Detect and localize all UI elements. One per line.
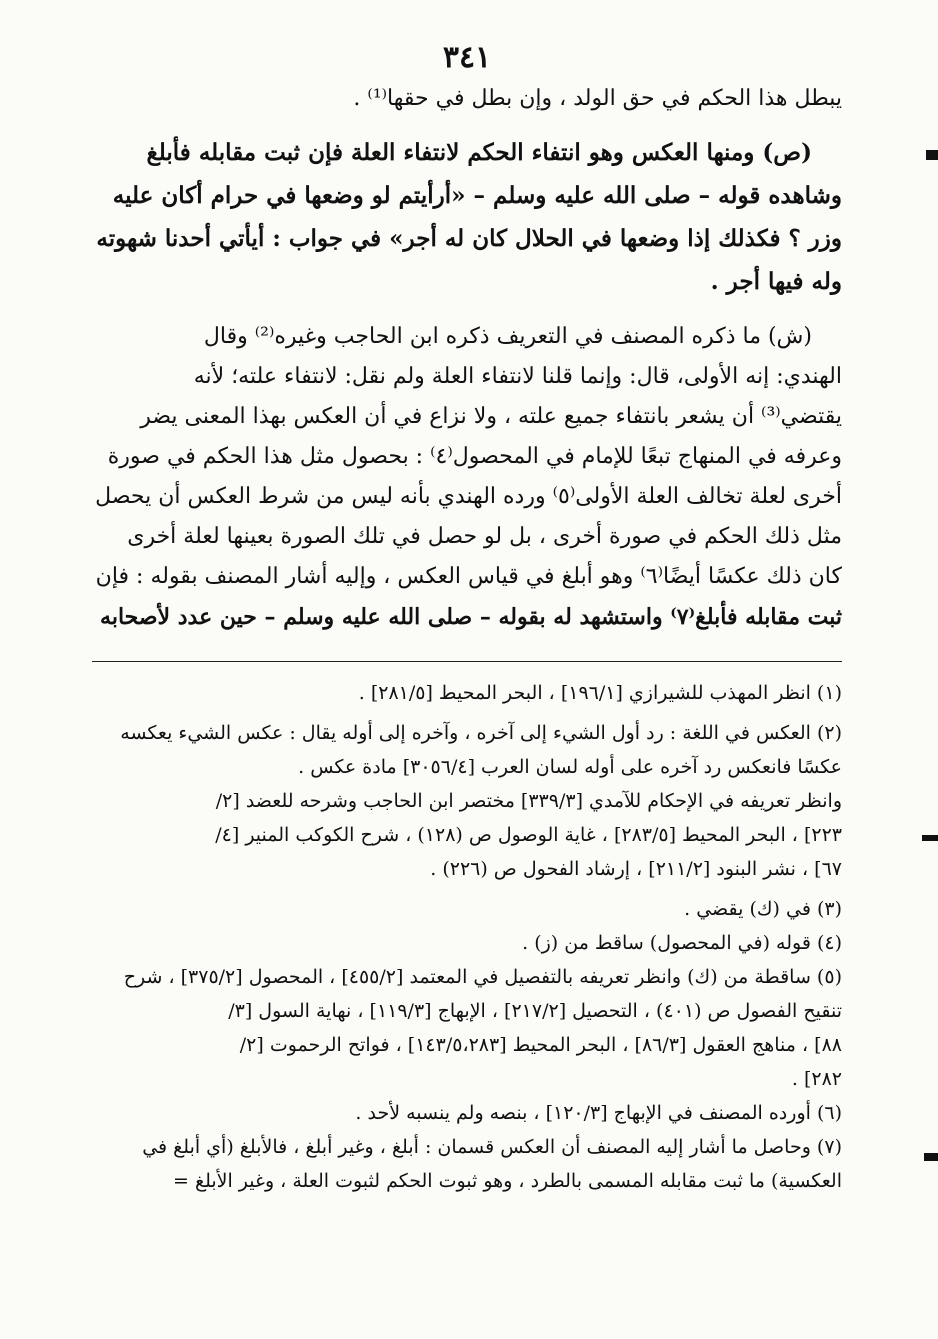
footnote-2 (92, 716, 842, 886)
text-line: يقتضي⁽³⁾ أن يشعر بانتفاء جميع علته ، ولا نزاع في أن العكس بهذا المعنى يضر (140, 404, 842, 429)
footnotes (92, 676, 842, 1198)
footnote-line: (٢) العكس في اللغة : رد أول الشيء إلى آخره ، وآخره إلى أوله يقال : عكس الشيء يعكسه (120, 722, 842, 744)
margin-mark (924, 1153, 938, 1161)
text-line: (ص) ومنها العكس وهو انتفاء الحكم لانتفاء العلة فإن ثبت مقابله فأبلغ (146, 139, 812, 166)
footnote-5 (92, 960, 842, 1096)
footnote-line: ٦٧] ، نشر البنود [٢١١/٢] ، إرشاد الفحول ص (٢٢٦) . (430, 858, 842, 880)
text-line: الهندي: إنه الأولى، قال: وإنما قلنا لانتفاء العلة ولم نقل: لانتفاء علته؛ لأنه (193, 364, 842, 389)
book-page (92, 40, 842, 1198)
footnote-line: عكسًا فانعكس رد آخره على أوله لسان العرب [٣٠٥٦/٤] مادة عكس . (298, 756, 842, 778)
footnote-line: ٢٨٢] . (791, 1068, 842, 1090)
text-line: (ش) ما ذكره المصنف في التعريف ذكره ابن الحاجب وغيره⁽²⁾ وقال (203, 324, 812, 349)
footnote-3 (92, 892, 842, 926)
footnote-line: تنقيح الفصول ص (٤٠١) ، التحصيل [٢١٧/٢] ، الإبهاج [١١٩/٣] ، نهاية السول [٣/ (228, 1000, 842, 1022)
footnote-6 (92, 1096, 842, 1130)
text-line: أخرى لعلة تخالف العلة الأولى⁽٥⁾ ورده الهندي بأنه ليس من شرط العكس أن يحصل (95, 484, 842, 509)
footnote-line: (١) انظر المهذب للشيرازي [١٩٦/١] ، البحر المحيط [٢٨١/٥] . (358, 682, 842, 704)
text-line: وله فيها أجر . (710, 268, 842, 295)
footnote-line: ٢٢٣] ، البحر المحيط [٢٨٣/٥] ، غاية الوصول ص (١٢٨) ، شرح الكوكب المنير [٤/ (215, 824, 842, 846)
footnote-line: (٣) في (ك) يقضي . (684, 898, 842, 920)
footnote-line: العكسية) ما ثبت مقابله المسمى بالطرد ، وهو ثبوت الحكم لثبوت العلة ، وغير الأبلغ = (173, 1170, 842, 1192)
text-line: وزر ؟ فكذلك إذا وضعها في الحلال كان له أجر» في جواب : أيأتي أحدنا شهوته (96, 225, 842, 252)
footnote-line: (٧) وحاصل ما أشار إليه المصنف أن العكس قسمان : أبلغ ، وغير أبلغ ، فالأبلغ (أي أبلغ في (142, 1136, 842, 1158)
footnote-4 (92, 926, 842, 960)
text-line: مثل ذلك الحكم في صورة أخرى ، بل لو حصل في تلك الصورة بعينها لعلة أخرى (127, 524, 842, 549)
text-line: ثبت مقابله فأبلغ⁽٧⁾ واستشهد له بقوله – صلى الله عليه وسلم – حين عدد لأصحابه (100, 604, 842, 630)
margin-mark (922, 835, 938, 841)
footnote-1 (92, 676, 842, 710)
text-line: وعرفه في المنهاج تبعًا للإمام في المحصول⁽٤⁾ : بحصول مثل هذا الحكم في صورة (107, 444, 842, 469)
footnote-line: (٦) أورده المصنف في الإبهاج [١٢٠/٣] ، بنصه ولم ينسبه لأحد . (355, 1102, 842, 1124)
text-line: يبطل هذا الحكم في حق الولد ، وإن بطل في حقها⁽¹⁾ . (353, 86, 842, 111)
footnote-line: (٥) ساقطة من (ك) وانظر تعريفه بالتفصيل في المعتمد [٤٥٥/٢] ، المحصول [٣٧٥/٢] ، شرح (123, 966, 842, 988)
footnote-line: (٤) قوله (في المحصول) ساقط من (ز) . (522, 932, 842, 954)
margin-mark (926, 150, 938, 160)
matn-paragraph (92, 131, 842, 303)
text-line: كان ذلك عكسًا أيضًا⁽٦⁾ وهو أبلغ في قياس العكس ، وإليه أشار المصنف بقوله : فإن (95, 564, 842, 589)
footnote-line: ٨٨] ، مناهج العقول [٨٦/٣] ، البحر المحيط [١٤٣/٥،٢٨٣] ، فواتح الرحموت [٢/ (239, 1034, 842, 1056)
footnote-7 (92, 1130, 842, 1198)
sharh-paragraph (92, 317, 842, 637)
footnote-line: وانظر تعريفه في الإحكام للآمدي [٣٣٩/٣] مختصر ابن الحاجب وشرحه للعضد [٢/ (215, 790, 842, 812)
footnote-divider (92, 661, 842, 662)
intro-text (92, 79, 842, 119)
text-line: وشاهده قوله – صلى الله عليه وسلم – «أرأيتم لو وضعها في حرام أكان عليه (112, 182, 842, 209)
page-number: ٣٤١ (442, 40, 492, 75)
